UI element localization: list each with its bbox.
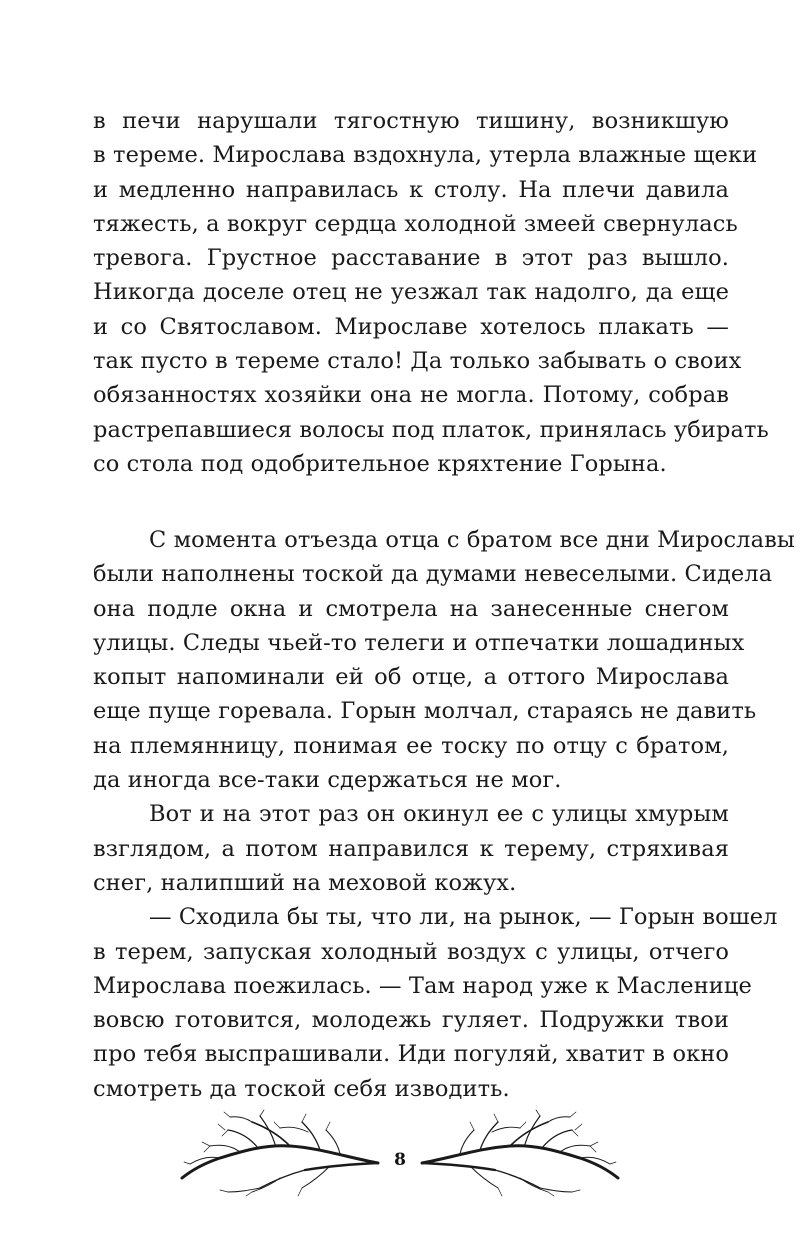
text-line: — Сходила бы ты, что ли, на рынок, — Горын вошел — [149, 904, 778, 931]
text-line: были наполнены тоской да думами невеселыми. Сидела — [93, 561, 773, 588]
section-body — [93, 523, 795, 1106]
paragraph-continuation — [93, 104, 769, 481]
text-line: Мирослава поежилась. — Там народ уже к Масленице — [93, 972, 752, 999]
text-line: вовсю готовится, молодежь гуляет. Подружки твои — [93, 1007, 729, 1034]
text-line: и медленно направилась к столу. На плечи давила — [93, 176, 729, 203]
paragraph-2 — [93, 523, 795, 797]
text-line: растрепавшиеся волосы под платок, принялась убирать — [93, 416, 769, 443]
paragraph-4 — [93, 900, 778, 1106]
text-line: смотреть да тоской себя изводить. — [93, 1075, 510, 1102]
text-line: в печи нарушали тягостную тишину, возникшую — [93, 108, 729, 134]
text-line: в тереме. Мирослава вздохнула, утерла влажные щеки — [93, 142, 758, 169]
page-number: 8 — [394, 1150, 406, 1170]
text-line: тяжесть, а вокруг сердца холодной змеей свернулась — [93, 210, 738, 237]
text-line: про тебя выспрашивали. Иди погуляй, хватит в окно — [93, 1041, 729, 1068]
text-line: взглядом, а потом направился к терему, стряхивая — [93, 835, 729, 862]
text-line: со стола под одобрительное кряхтение Горына. — [93, 450, 667, 477]
text-line: обязанностях хозяйки она не могла. Потому, собрав — [93, 382, 729, 409]
text-line: она подле окна и смотрела на занесенные снегом — [93, 595, 729, 622]
text-line: еще пуще горевала. Горын молчал, стараясь не давить — [93, 698, 757, 725]
text-line: копыт напоминали ей об отце, а оттого Мирослава — [93, 664, 729, 691]
text-line: и со Святославом. Мирославе хотелось плакать — — [93, 313, 729, 340]
text-line: в терем, запуская холодный воздух с улицы, отчего — [93, 938, 729, 965]
text-line: Вот и на этот раз он окинул ее с улицы хмурым — [149, 801, 729, 828]
paragraph-3 — [93, 797, 729, 900]
text-line: так пусто в тереме стало! Да только забывать о своих — [93, 348, 742, 375]
text-line: Никогда доселе отец не уезжал так надолго, да еще — [93, 279, 729, 306]
text-line: на племянницу, понимая ее тоску по отцу с братом, — [93, 732, 729, 759]
text-line: тревога. Грустное расставание в этот раз вышло. — [93, 245, 729, 272]
text-line: снег, налипший на меховой кожух. — [93, 869, 517, 896]
text-line: улицы. Следы чьей-то телеги и отпечатки лошадиных — [93, 629, 745, 656]
text-line: С момента отъезда отца с братом все дни Мирославы — [149, 527, 795, 553]
text-line: да иногда все-таки сдержаться не мог. — [93, 767, 562, 794]
